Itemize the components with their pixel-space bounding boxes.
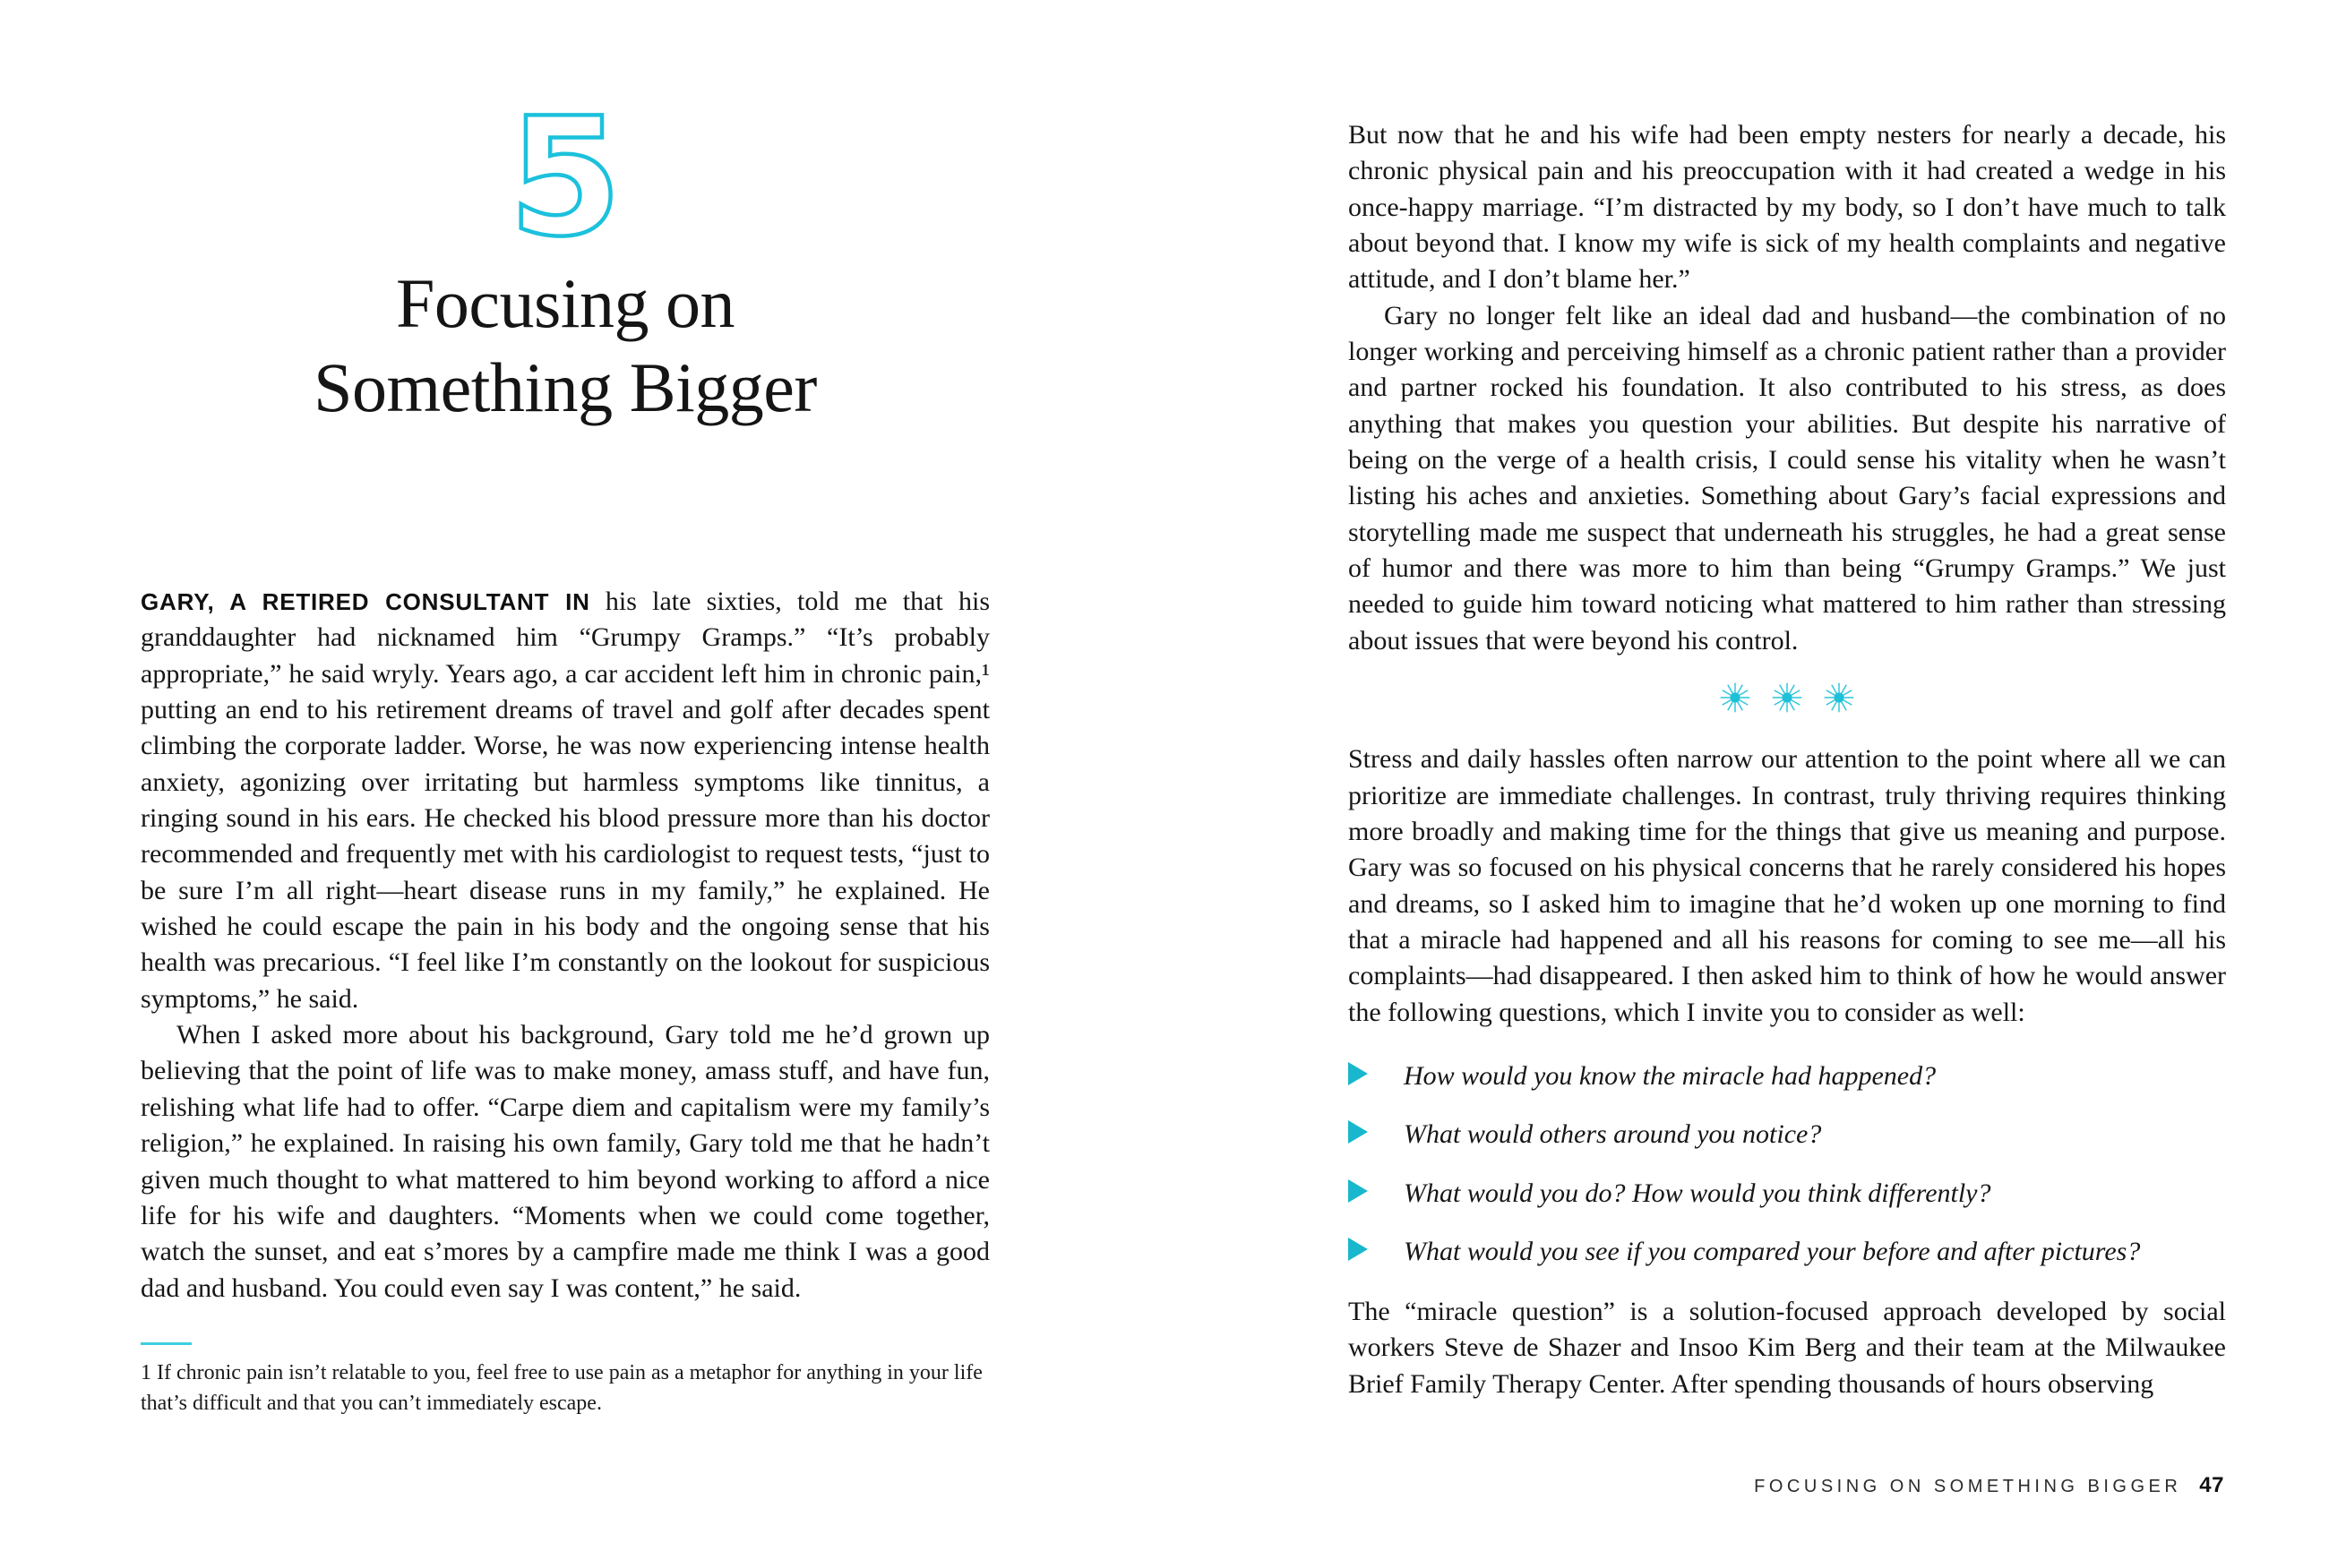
question-text: How would you know the miracle had happened? (1404, 1060, 1937, 1091)
question-item (1348, 1235, 2226, 1269)
chapter-number (141, 98, 990, 254)
triangle-bullet-icon (1348, 1120, 1368, 1144)
chapter-title (141, 261, 990, 429)
page-number: 47 (2199, 1473, 2224, 1497)
paragraph: But now that he and his wife had been empty nesters for nearly a decade, his chronic physical pain and his preoccupation with it had created a wedge in his once-happy marriage. “I’m distracted by my body, so I don’t have much to talk about beyond that. I know my wife is sick of my health complaints and negative attitude, and I don’t blame her.” (1348, 120, 2226, 295)
chapter-number-outline-icon (458, 98, 673, 250)
starburst-icon (1772, 682, 1802, 713)
footnote-text: 1 If chronic pain isn’t relatable to you, feel free to use pain as a metaphor for anything in your life that’s difficult and that you can’t immediately escape. (141, 1361, 983, 1416)
question-text: What would others around you notice? (1404, 1119, 1822, 1150)
left-body-text (141, 584, 990, 1307)
question-item (1348, 1177, 2226, 1211)
section-divider (1348, 682, 2226, 713)
question-text: What would you do? How would you think differently? (1404, 1178, 1991, 1208)
question-item (1348, 1118, 2226, 1152)
question-text: What would you see if you compared your before and after pictures? (1404, 1237, 2141, 1267)
chapter-title-line1: Focusing on (395, 264, 735, 342)
footnote-rule (141, 1342, 192, 1345)
paragraph: Gary no longer felt like an ideal dad and husband—the combination of no longer working and perceiving himself as a chronic patient rather than a provider and partner rocked his foundation. It also contributed to his stress, as does anything that makes you question your abilities. But despite his narrative of being on the verge of a health crisis, I could sense his vitality when he wasn’t listing his aches and anxieties. Something about Gary’s facial expressions and storytelling made me suspect that underneath his struggles, he had a great sense of humor and there was more to him than being “Grumpy Gramps.” We just needed to guide him toward noticing what mattered to him rather than stressing about issues that were beyond his control. (1348, 300, 2226, 655)
page-left (141, 0, 990, 1568)
page-right (1348, 0, 2226, 1568)
right-body-text (1348, 117, 2226, 1402)
starburst-icon (1824, 682, 1854, 713)
opening-paragraph (141, 584, 990, 1017)
starburst-icon (1720, 682, 1750, 713)
opening-text: his late sixties, told me that his granddaughter had nicknamed him “Grumpy Gramps.” “It’s probably appropriate,” he said wryly. Years ago, a car accident left him in chronic pain,¹ putting an end to his retirement dreams of travel and golf after decades spent climbing the corporate ladder. Worse, he was now experiencing intense health anxiety, agonizing over irritating but harmless symptoms like tinnitus, a ringing sound in his ears. He checked his blood pressure more than his doctor recommended and frequently met with his cardiologist to request tests, “just to be sure I’m all right—heart disease runs in my family,” he explained. He wished he could escape the pain in his body and the ongoing sense that his health was precarious. “I feel like I’m constantly on the lookout for suspicious symptoms,” he said. (141, 587, 990, 1014)
question-item (1348, 1059, 2226, 1093)
chapter-title-line2: Something Bigger (314, 347, 817, 426)
triangle-bullet-icon (1348, 1062, 1368, 1085)
opening-lead-in: GARY, A RETIRED CONSULTANT IN (141, 588, 590, 615)
questions-list (1348, 1059, 2226, 1269)
chapter-number-text: 5 (508, 98, 623, 250)
paragraph: When I asked more about his background, Gary told me he’d grown up believing that the point of life was to make money, amass stuff, and have fun, relishing what life had to offer. “Carpe diem and capitalism were my family’s religion,” he explained. In raising his own family, Gary told me that he hadn’t given much thought to what mattered to him beyond working to afford a nice life for his wife and daughters. “Moments when we could come together, watch the sunset, and eat s’mores by a campfire made me think I was a good dad and husband. You could even say I was content,” he said. (141, 1020, 990, 1303)
paragraph: The “miracle question” is a solution-focused approach developed by social workers Steve de Shazer and Insoo Kim Berg and their team at the Milwaukee Brief Family Therapy Center. After spending thousands of hours observing (1348, 1296, 2226, 1399)
triangle-bullet-icon (1348, 1238, 1368, 1261)
paragraph: Stress and daily hassles often narrow our attention to the point where all we can prioritize are immediate challenges. In contrast, truly thriving requires thinking more broadly and making time for the things that give us meaning and purpose. Gary was so focused on his physical concerns that he rarely considered his hopes and dreams, so I asked him to imagine that he’d woken up one morning to find that a miracle had happened and all his reasons for coming to see me—all his complaints—had disappeared. I then asked him to think of how he would answer the following questions, which I invite you to consider as well: (1348, 744, 2226, 1027)
running-head: FOCUSING ON SOMETHING BIGGER (1754, 1477, 2182, 1496)
page-footer (1754, 1473, 2224, 1498)
triangle-bullet-icon (1348, 1179, 1368, 1203)
